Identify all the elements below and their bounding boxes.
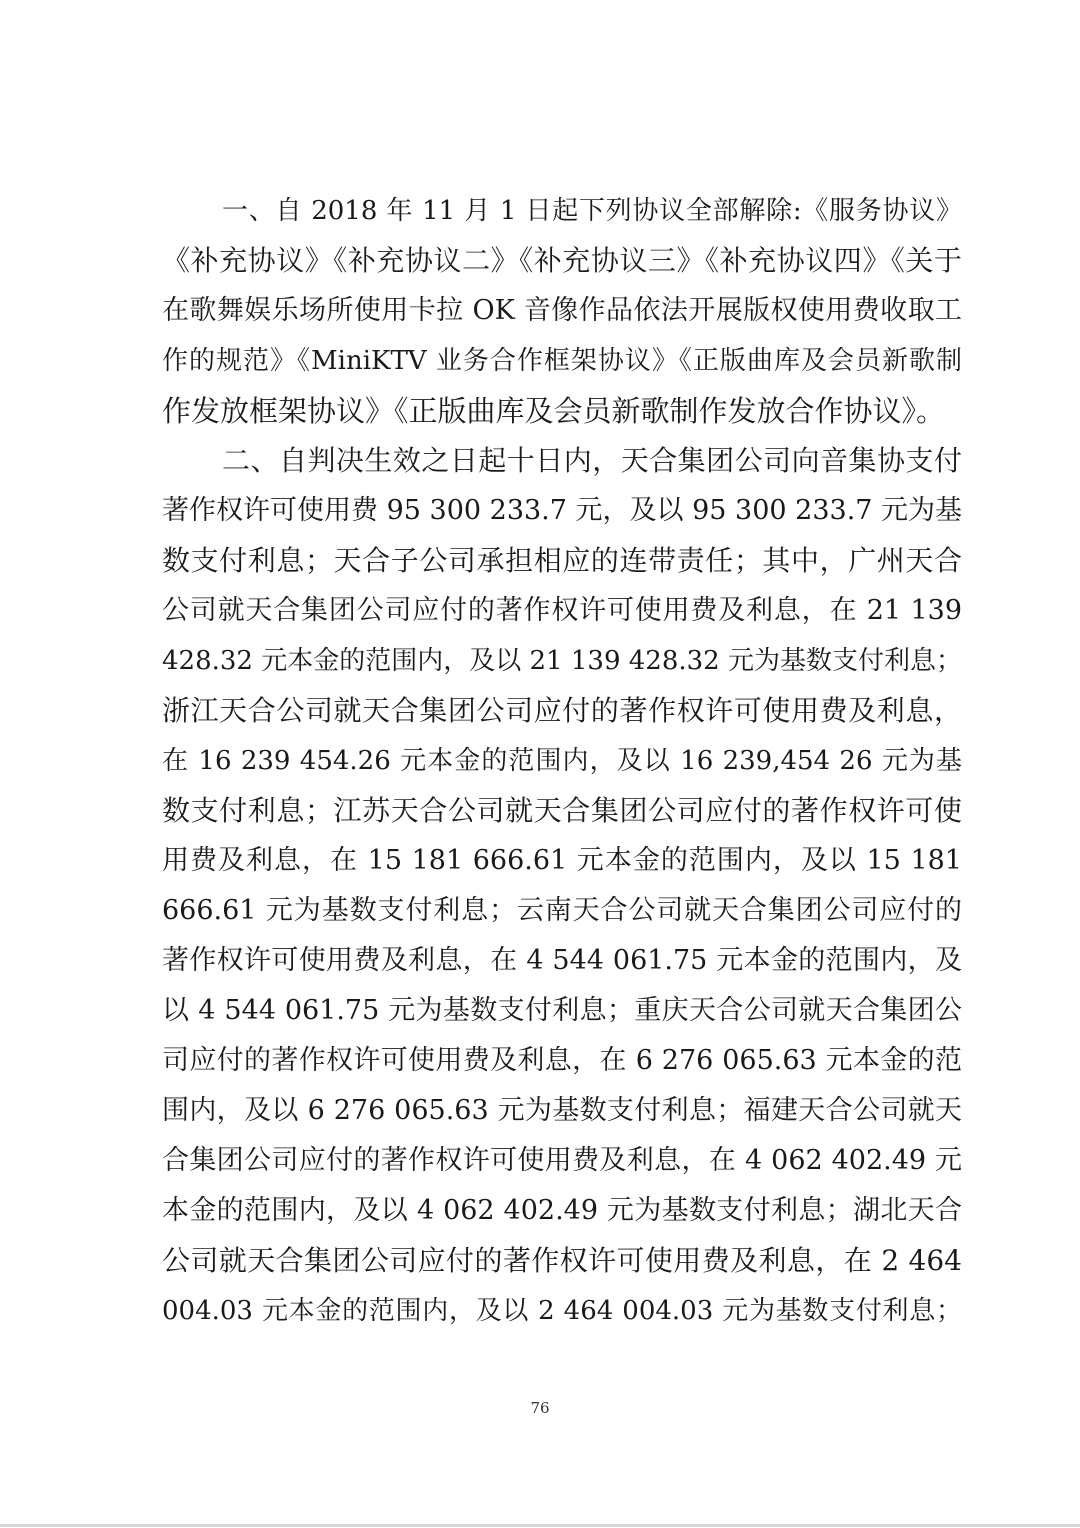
text-line-3: 在歌舞娱乐场所使用卡拉 OK 音像作品依法开展版权使用费收取工 (162, 295, 962, 326)
text-line-7: 著作权许可使用费 95 300 233.7 元，及以 95 300 233.7 元为基 (162, 495, 963, 526)
text-line-21: 本金的范围内，及以 4 062 402.49 元为基数支付利息；湖北天合 (162, 1195, 962, 1226)
text-line-15: 666.61 元为基数支付利息；云南天合公司就天合集团公司应付的 (162, 895, 962, 926)
text-line-14: 用费及利息，在 15 181 666.61 元本金的范围内，及以 15 181 (162, 845, 962, 876)
text-line-16: 著作权许可使用费及利息，在 4 544 061.75 元本金的范围内，及 (162, 945, 962, 976)
text-line-1: 一、自 2018 年 11 月 1 日起下列协议全部解除:《服务协议》 (222, 196, 962, 226)
text-line-2: 《补充协议》《补充协议二》《补充协议三》《补充协议四》《关于 (162, 244, 962, 277)
page-number: 76 (530, 1399, 550, 1417)
text-line-4: 作的规范》《MiniKTV 业务合作框架协议》《正版曲库及会员新歌制 (162, 346, 962, 376)
text-line-5: 作发放框架协议》《正版曲库及会员新歌制作发放合作协议》。 (162, 394, 946, 428)
text-line-9: 公司就天合集团公司应付的著作权许可使用费及利息，在 21 139 (162, 595, 962, 626)
text-line-10: 428.32 元本金的范围内，及以 21 139 428.32 元为基数支付利息； (162, 646, 962, 676)
text-line-17: 以 4 544 061.75 元为基数支付利息；重庆天合公司就天合集团公 (162, 995, 962, 1026)
text-line-8: 数支付利息；天合子公司承担相应的连带责任；其中，广州天合 (162, 544, 962, 577)
text-line-12: 在 16 239 454.26 元本金的范围内，及以 16 239,454 26 元为基 (162, 746, 962, 776)
text-line-19: 围内，及以 6 276 065.63 元为基数支付利息；福建天合公司就天 (162, 1095, 962, 1126)
text-line-23: 004.03 元本金的范围内，及以 2 464 004.03 元为基数支付利息； (162, 1296, 962, 1326)
text-line-6: 二、自判决生效之日起十日内，天合集团公司向音集协支付 (222, 444, 962, 477)
text-line-13: 数支付利息；江苏天合公司就天合集团公司应付的著作权许可使 (162, 794, 962, 827)
text-line-22: 公司就天合集团公司应付的著作权许可使用费及利息，在 2 464 (162, 1244, 962, 1277)
text-line-18: 司应付的著作权许可使用费及利息，在 6 276 065.63 元本金的范 (162, 1045, 962, 1076)
scan-edge-bottom (0, 1524, 1080, 1527)
text-line-11: 浙江天合公司就天合集团公司应付的著作权许可使用费及利息， (162, 694, 962, 727)
text-line-20: 合集团公司应付的著作权许可使用费及利息，在 4 062 402.49 元 (162, 1145, 962, 1176)
